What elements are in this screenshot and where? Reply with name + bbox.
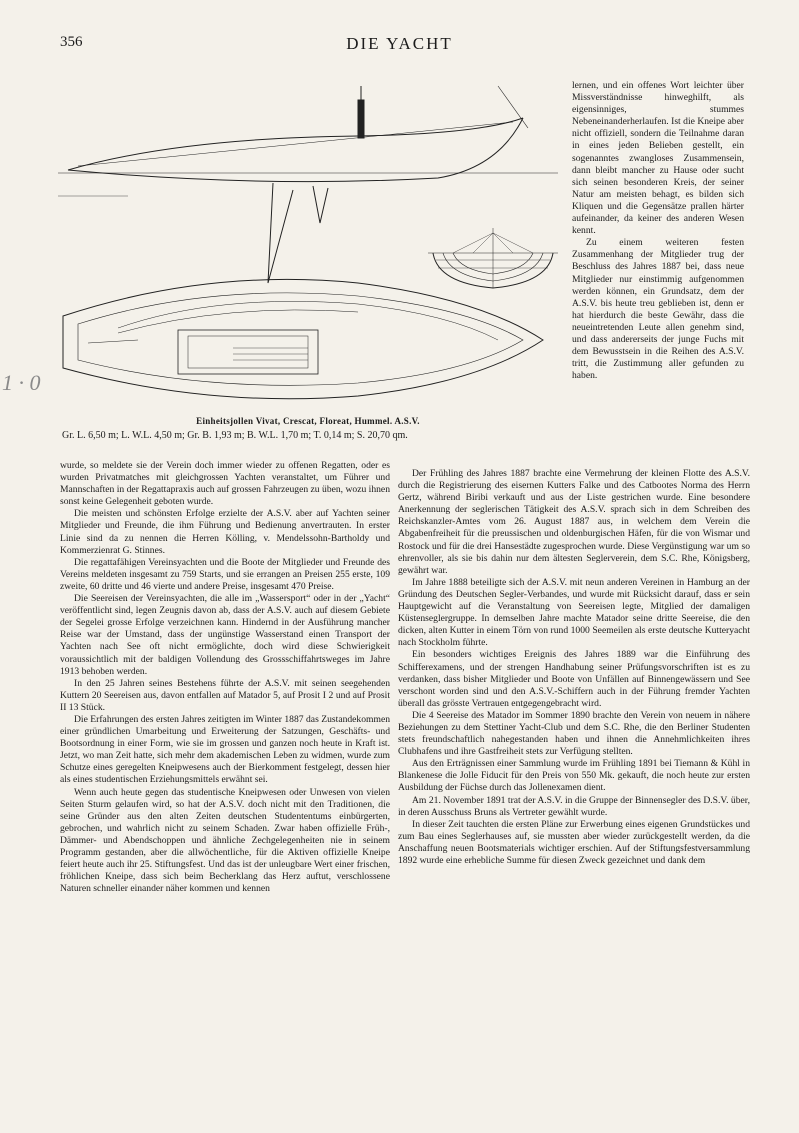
paragraph: Im Jahre 1888 beteiligte sich der A.S.V. mit neun anderen Vereinen in Hamburg an der Gründung des Deutschen Segler-Verbandes, und wurde mit Rücksicht darauf, dass er sein Hauptgewicht auf die Veranstaltung von Seereisen legte, Mitglied der damaligen Küstenseglergruppe. In demselben Jahre machte Matador seine dritte Seereise, die den dicken, alten Kutter in einem Törn von rund 1000 Seemeilen als erste deutsche Kutteryacht nach Stockholm führte. [398, 576, 750, 649]
paragraph: Am 21. November 1891 trat der A.S.V. in die Gruppe der Binnensegler des D.S.V. über, in deren Ausschuss Bruns als Vertreter gewählt wurde. [398, 794, 750, 818]
column-top-right [572, 80, 744, 382]
paragraph: lernen, und ein offenes Wort leichter über Missverständnisse hinweghilft, als eigensinniges, stummes Nebeneinanderherlaufen. Ist die Kneipe aber nicht offiziell, sondern die Teilnahme daran in eines jeden Belieben gestellt, ein sogenanntes zwangloses Zusammensein, dann bleibt mancher zu Hause oder sucht sich seinen besonderen Kreis, der seiner Natur am meisten behagt, es bilden sich Kliquen und die Gegensätze prallen härter aufeinander, da keiner des anderen Wesen kennt. [572, 80, 744, 237]
paragraph: Die meisten und schönsten Erfolge erzielte der A.S.V. aber auf Yachten seiner Mitglieder und Freunde, die ihm Führung und Bedienung anvertrauten. In erster Linie sind da zu nennen die Herren Kölling, v. Mendelssohn-Bartholdy und Kommerzienrat G. Stinnes. [60, 508, 390, 556]
paragraph: Wenn auch heute gegen das studentische Kneipwesen oder Unwesen von vielen Seiten Sturm gelaufen wird, so hat der A.S.V. doch nicht mit den Traditionen, die seine Gründer aus den alten Zeiten deutschen Studententums einbürgerten, gebrochen, und wahrlich nicht zu seinem Schaden. Zwar haben offizielle Früh-, Dämmer- und Abendschoppen und ähnliche Zechgelegenheiten nie in seinem Programm gestanden, aber die allwöchentliche, für die Aktiven offizielle Kneipe feiert heute auch ihr 25. Stiftungsfest. Und das ist der unleugbare Wert einer frischen, fröhlichen Kneipe, dass sich beim Becherklang das Herz auftut, verschlossene Naturen schneller einander näher kommen und kennen [60, 786, 390, 895]
paragraph: Ein besonders wichtiges Ereignis des Jahres 1889 war die Einführung des Schifferexamens, und der strengen Handhabung seiner Prüfungsvorschriften ist es zu verdanken, dass bisher Mitglieder und Boote von Unfällen auf Binnengewässern und See verschont worden sind und den A.S.V.-Schiffern auch in der Führung fremder Yachten überall das grösste Vertrauen entgegengebracht wird. [398, 649, 750, 709]
running-title: DIE YACHT [346, 34, 453, 53]
yacht-plan-drawing [58, 78, 558, 408]
yacht-plan-figure [58, 78, 558, 408]
paragraph: Aus den Erträgnissen einer Sammlung wurde im Frühling 1891 bei Tiemann & Kühl in Blankenese die Jolle Fiducit für den Preis von 550 Mk. gekauft, die noch heute zur ersten Ausbildung der Füchse durch das Jollenexamen dient. [398, 758, 750, 794]
paragraph: Die Seereisen der Vereinsyachten, die alle im „Wassersport“ oder in der „Yacht“ veröffentlicht sind, legen Zeugnis davon ab, dass der A.S.V. auch auf diesem Gebiete der Segelei grosse Erfolge verzeichnen kann. Hindernd in der Ausführung mancher Reise war der Umstand, dass der ungünstige Wasserstand einen Transport der Yachten nach See oft nicht ermöglichte, doch wird diese Schwierigkeit voraussichtlich mit der baldigen Vollendung des Grossschiffahrtsweges im Jahre 1913 behoben werden. [60, 593, 390, 677]
handwritten-margin-note: 1 · 0 [2, 370, 41, 395]
figure-caption: Einheitsjollen Vivat, Crescat, Floreat, Hummel. A.S.V. [196, 416, 420, 426]
page-number: 356 [60, 34, 83, 50]
paragraph: In dieser Zeit tauchten die ersten Pläne zur Erwerbung eines eigenen Grundstückes und zum Bau eines Seglerhauses auf, sie mussten aber wieder zurückgestellt werden, da die Anschaffung neuen Bootsmaterials wichtiger erschien. Auf der Stiftungsfestversammlung 1892 wurde eine erhebliche Summe für diesen Zweck gezeichnet und dank dem [398, 818, 750, 866]
column-right [398, 468, 750, 867]
paragraph: wurde, so meldete sie der Verein doch immer wieder zu offenen Regatten, oder es wurden Privatmatches mit gleichgrossen Yachten veranstaltet, um Führer und Mannschaften in der Regattapraxis auch auf grossen Fahrzeugen zu üben, wozu ihnen sonst keine Gelegenheit geboten wurde. [60, 460, 390, 508]
paragraph: Die Erfahrungen des ersten Jahres zeitigten im Winter 1887 das Zustandekommen einer gründlichen Umarbeitung und Erweiterung der Satzungen, Geschäfts- und Bootsordnung in einer Form, wie sie im grossen und ganzen noch heute in Kraft ist. Jetzt, wo man Zeit hatte, sich mehr dem akademischen Leben zu widmen, wurde zum Schutze eines geregelten Kneipwesens auch der Bierkomment festgelegt, dessen hier als eines studentischen Erziehungsmittels erwähnt sei. [60, 713, 390, 786]
paragraph: Der Frühling des Jahres 1887 brachte eine Vermehrung der kleinen Flotte des A.S.V. durch die Registrierung des eisernen Kutters Falke und des Catbootes Norma des Herrn Gertz, während Biribi verkauft und aus der Liste gestrichen wurde. Eine besondere Anerkennung der seglerischen Tätigkeit des A.S.V. sprach sich in dem Schreiben des Reichskanzler-Amtes vom 26. August 1887 aus, in welchem dem Verein die Abgabenfreiheit für die preussischen und oldenburgischen Häfen, für die von Wismar und Rostock und für die drei Hansestädte zugesprochen wurde. Diese Vergünstigung war um so ehrenvoller, als sie bis dahin nur dem ältesten Seglerverein, dem S.C. Rhe, Königsberg, gewährt war. [398, 468, 750, 576]
column-left [60, 460, 390, 895]
paragraph: Zu einem weiteren festen Zusammenhang der Mitglieder trug der Beschluss des Jahres 1887 bei, dass neue Mitglieder nur einstimmig aufgenommen werden können, ein Grundsatz, dem der A.S.V. bis heute treu geblieben ist, denn er hat hierdurch die beste Gewähr, dass die neueintretenden Leute allen genehm sind, und dass andererseits der junge Fuchs mit dem Bewusstsein in die Reihen des A.S.V. tritt, die Zustimmung aller gefunden zu haben. [572, 237, 744, 382]
paragraph: In den 25 Jahren seines Bestehens führte der A.S.V. mit seinen seegehenden Kuttern 20 Seereisen aus, davon entfallen auf Matador 5, auf Prosit I 2 und auf Prosit II 13 Stück. [60, 677, 390, 713]
paragraph: Die regattafähigen Vereinsyachten und die Boote der Mitglieder und Freunde des Vereins meldeten insgesamt zu 759 Starts, und sie errangen an Preisen 255 erste, 109 zweite, 60 dritte und 46 vierte und andere Preise, insgesamt 470 Preise. [60, 556, 390, 592]
paragraph: Die 4 Seereise des Matador im Sommer 1890 brachte den Verein von neuem in nähere Beziehungen zu dem Stettiner Yacht-Club und dem S.C. Rhe, die den Berliner Studenten stets freundschaftlich nahegestanden haben und ihnen die Annehmlichkeiten ihres Clubhafens und ihre Gastfreiheit stets zur Verfügung stellten. [398, 709, 750, 758]
figure-dimensions: Gr. L. 6,50 m; L. W.L. 4,50 m; Gr. B. 1,93 m; B. W.L. 1,70 m; T. 0,14 m; S. 20,70 qm. [62, 430, 408, 441]
